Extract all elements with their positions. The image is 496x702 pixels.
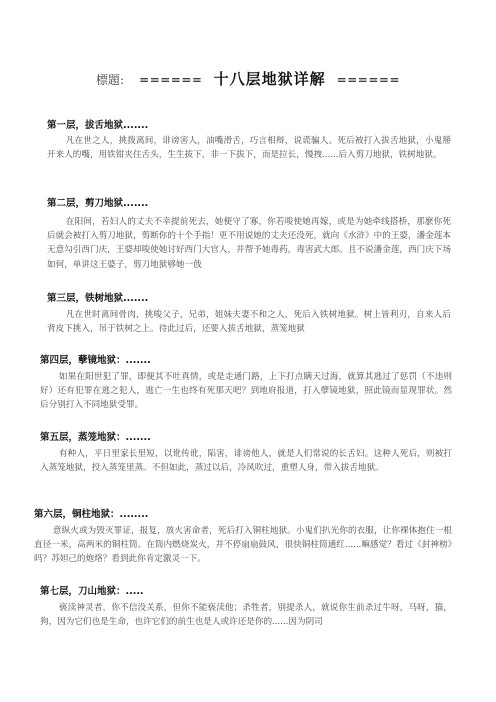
section-heading: 第四层，孽镜地狱：....... (40, 355, 151, 366)
section-body: 意纵火或为毁灭罪证，报复，放火害命者，死后打入铜柱地狱。小鬼们扒光你的衣服，让你裸体抱住一根直径一米，高两米的铜柱筒。在筒内燃烧炭火，并不停扇扇鼓风，很快铜柱筒通红......嘛感觉？看过《封神榜》吗？苏妲己的炮烙？看到此你肯定激灵一下。 (34, 526, 452, 565)
section-heading: 第二层，剪刀地狱....... (47, 198, 149, 209)
title-prefix: 標題: (96, 73, 125, 87)
section-body: 凡在世之人，挑拨离间，诽谤害人，油嘴滑舌，巧言相辩，说谎骗人。死后被打入拔舌地狱，小鬼掰开来人的嘴，用铁钳夹住舌头，生生拔下，非一下拔下，而是拉长，慢拽......后入剪刀地狱，铁树地狱。 (47, 136, 451, 161)
section-heading: 第五层，蒸笼地狱：....... (40, 432, 151, 443)
title-decor-left: ====== (139, 73, 203, 87)
title-decor-right: ====== (336, 73, 400, 87)
section-heading: 第三层，铁树地狱....... (47, 293, 149, 304)
section-body: 有种人，平日里家长里短，以讹传讹，陷害，诽谤他人，就是人们常说的长舌妇。这种人死后，则被打入蒸笼地狱，投入蒸笼里蒸。不但如此，蒸过以后，冷风吹过，重塑人身，带入拔舌地狱。 (40, 449, 452, 474)
section-heading: 第六层，铜柱地狱：........ (34, 509, 149, 520)
section-body: 在阳间，若妇人的丈夫不幸提前死去，她便守了寡，你若唆使她再嫁，或是为她牵线搭桥，那麽你死后就会被打入剪刀地狱，剪断你的十个手指！更不用说她的丈夫还没死，就向《水浒》中的王婆，潘金莲本无意勾引西门庆，王婆却唆使她讨好西门大官人，并帮予她毒药，毒害武大郎。且不说潘金莲，西门庆下场如何，单讲这王婆子，剪刀地狱够她一戗 (47, 217, 451, 270)
section-heading: 第七层，刀山地狱：..... (40, 586, 144, 597)
section-body: 如果在阳世犯了罪，即便其不吐真情，或是走通门路，上下打点瞒天过海，就算其逃过了惩罚（不违则好）还有犯罪在逃之犯人，逃亡一生也终有死那天吧？到地府报道，打入孽镜地狱，照此镜而显现罪状。然后分别打入不同地狱受罪。 (40, 372, 452, 411)
title-main: 十八层地狱详解 (213, 70, 326, 88)
section-body: 亵渎神灵者，你不信没关系，但你不能亵渎他；杀牲者，别提杀人，就说你生前杀过牛呀，马呀，猫，狗，因为它们也是生命，也许它们的前生也是人或许还是你的......因为阴司 (40, 603, 452, 628)
document-title (0, 68, 496, 89)
section-body: 凡在世时离间骨肉，挑唆父子，兄弟，姐妹夫妻不和之人，死后入铁树地狱。树上皆利刃，自来人后背皮下挑入，吊于铁树之上。待此过后，还要入拔舌地狱，蒸笼地狱 (47, 310, 451, 335)
section-heading: 第一层，拔舌地狱....... (47, 120, 149, 131)
